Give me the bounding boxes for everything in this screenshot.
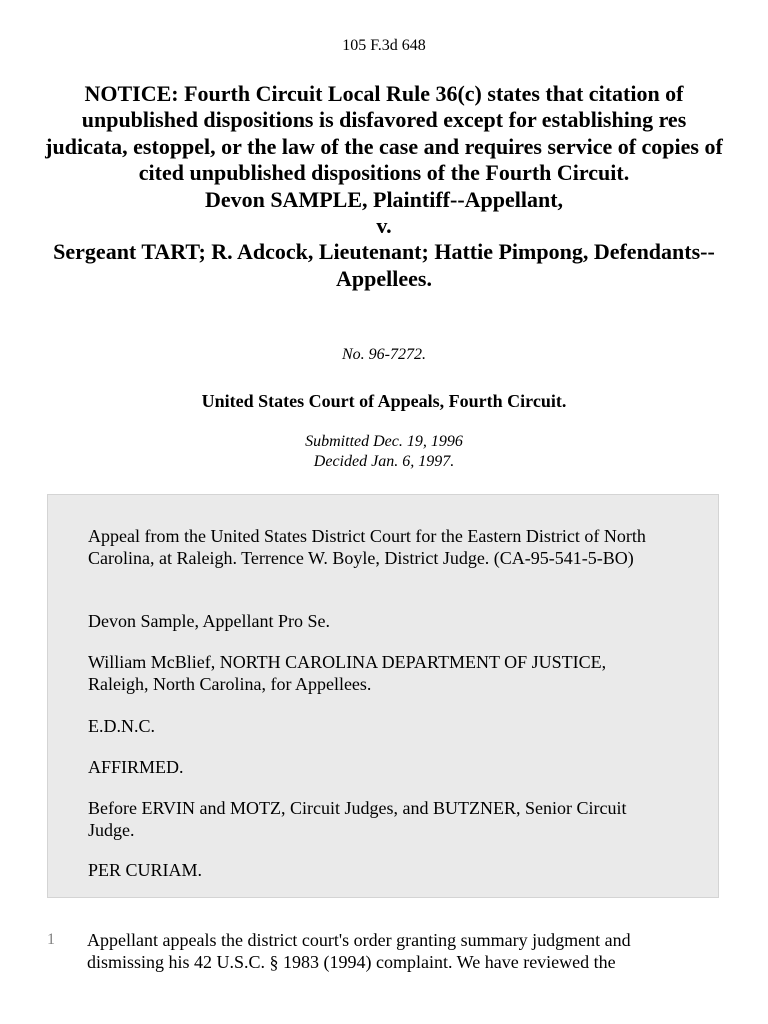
decided-date: Decided Jan. 6, 1997. (313, 453, 455, 470)
disposition: AFFIRMED. (88, 757, 184, 777)
defendants-names: Sergeant TART; R. Adcock, Lieutenant; Hattie Pimpong, Defendants--Appellees. (53, 239, 715, 291)
judges-panel: Before ERVIN and MOTZ, Circuit Judges, and BUTZNER, Senior Circuit Judge. (88, 798, 627, 840)
reporter-citation: 105 F.3d 648 (342, 37, 426, 54)
docket-number: No. 96-7272. (342, 346, 426, 363)
case-dates (0, 432, 768, 472)
opinion-author: PER CURIAM. (88, 860, 203, 880)
paragraph-number: 1 (47, 931, 55, 948)
notice-text: NOTICE: Fourth Circuit Local Rule 36(c) states that citation of unpublished dispositions is disfavored except for establishing res judicata, estoppel, or the law of the case and requires service of copies of cited unpublished dispositions of the Fourth Circuit. (45, 81, 723, 186)
appellee-counsel: William McBlief, NORTH CAROLINA DEPARTMENT OF JUSTICE, Raleigh, North Carolina, for Appellees. (88, 652, 607, 694)
appeal-from-text: Appeal from the United States District Court for the Eastern District of North Carolina, at Raleigh. Terrence W. Boyle, District Judge. (CA-95-541-5-BO) (88, 526, 646, 568)
submitted-date: Submitted Dec. 19, 1996 (305, 433, 463, 450)
opinion-paragraph: Appellant appeals the district court's order granting summary judgment and dismissing his 42 U.S.C. § 1983 (1994) complaint. We have reviewed the (87, 930, 631, 972)
district-abbreviation: E.D.N.C. (88, 716, 155, 736)
case-details-box (47, 494, 719, 898)
plaintiff-name: Devon SAMPLE, Plaintiff--Appellant, (204, 186, 564, 212)
court-name: United States Court of Appeals, Fourth Circuit. (201, 391, 567, 411)
appellant-counsel: Devon Sample, Appellant Pro Se. (88, 611, 330, 631)
versus-text: v. (376, 213, 392, 239)
case-caption (40, 81, 728, 292)
